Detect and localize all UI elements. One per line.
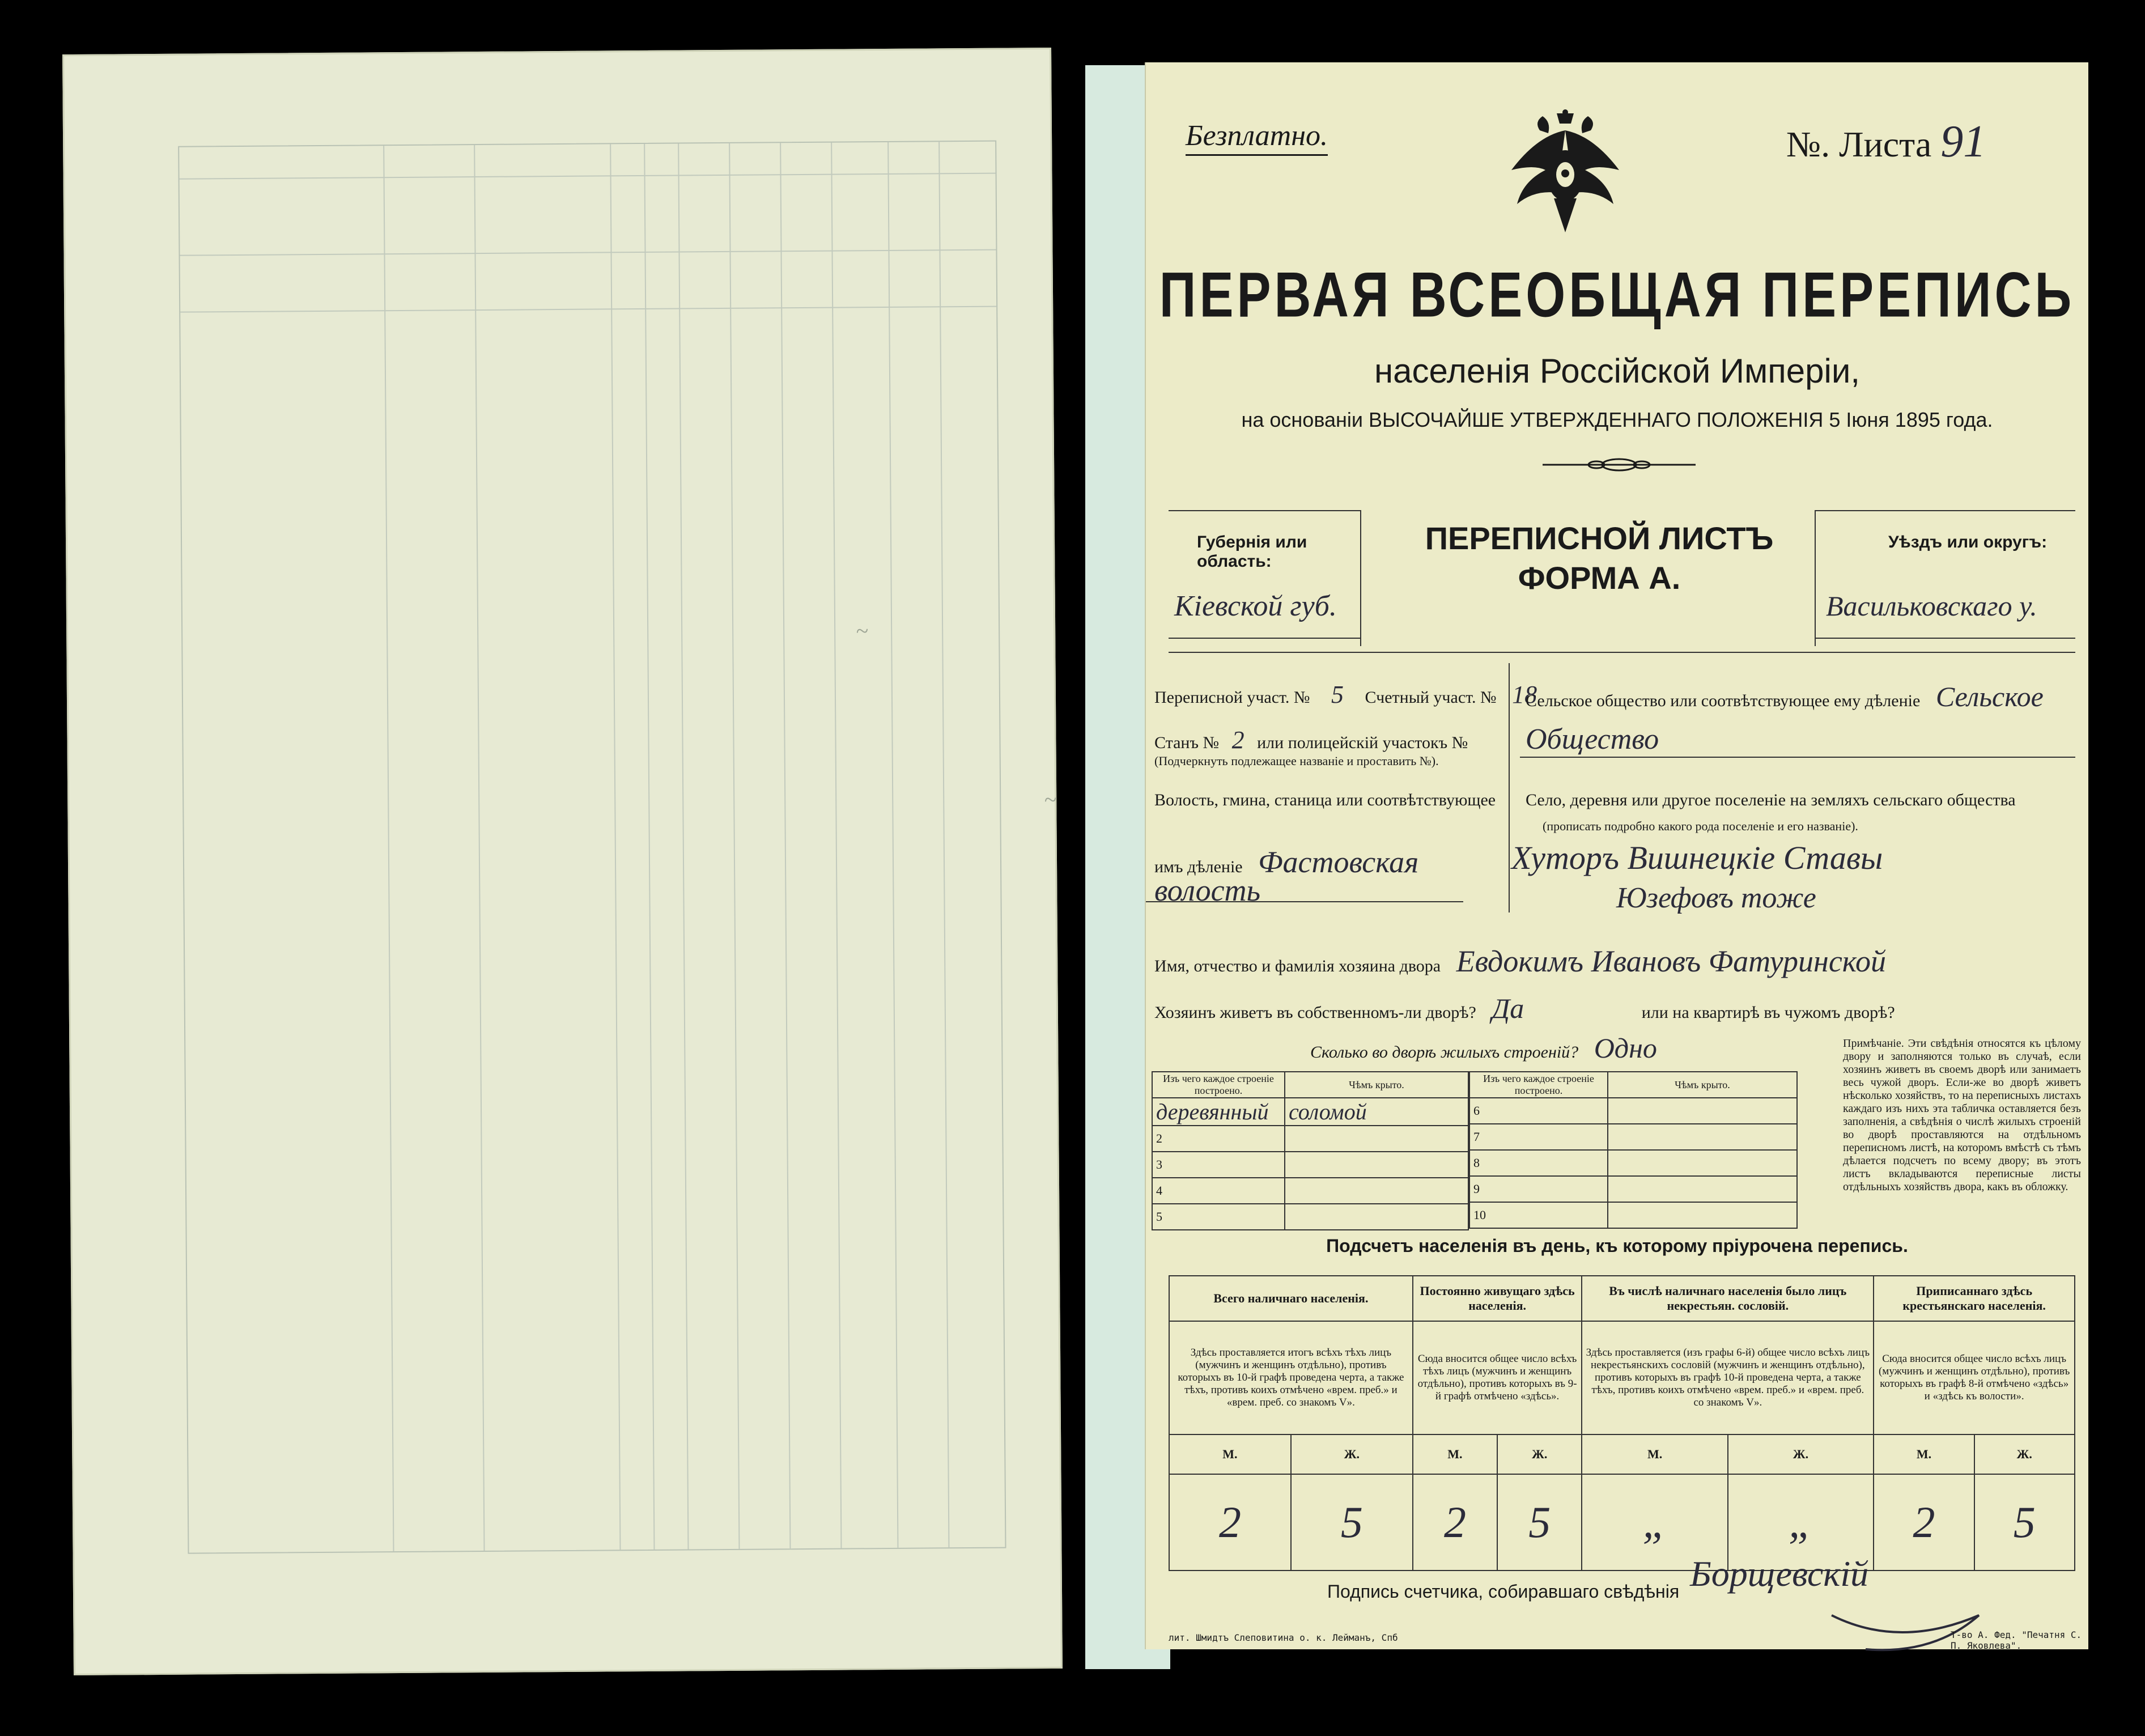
buildings-label: Сколько во дворѣ жилыхъ строеній? [1310,1043,1579,1062]
male-header: М. [1169,1434,1291,1474]
female-header: Ж. [1728,1434,1874,1474]
building-material-1: деревянный [1156,1099,1269,1124]
society-row [1526,680,2044,713]
signature: Борщевскій [1690,1554,1869,1594]
building-cell [1608,1150,1797,1176]
own-yard-label: Хозяинъ живетъ въ собственномъ-ли дворѣ? [1154,1003,1476,1022]
building-cell [1285,1152,1468,1178]
buildings-row [1310,1032,1657,1064]
sheet-title: ПЕРЕПИСНОЙ ЛИСТЪ [1425,520,1774,556]
count-section-value: 18 [1512,681,1537,708]
rent-label: или на квартирѣ въ чужомъ дворѣ? [1641,1003,1895,1022]
volost-label-1: Волость, гмина, станица или соотвѣтствующее [1154,791,1496,809]
own-yard-row [1154,992,1895,1025]
form-basis: на основаніи ВЫСОЧАЙШЕ УТВЕРЖДЕННАГО ПОЛОЖЕНІЯ 5 Іюня 1895 года. [1241,408,1993,431]
volost-value-2: волость [1154,873,1261,907]
building-row-label: 3 [1152,1152,1285,1178]
group-desc: Здѣсь проставляется (изъ графы 6-й) общее число всѣхъ лицъ некрестьянскихъ сословій (мужчинъ и женщинъ отдѣльно), противъ которыхъ въ графѣ 10-й проведена черта, а также тѣхъ, противъ коихъ отмѣчено «врем. преб.» и «врем. преб. со знакомъ V». [1582,1321,1874,1434]
volost-label-2: имъ дѣленіе [1154,858,1243,876]
note-text: Примѣчаніе. Эти свѣдѣнія относятся къ цѣлому двору и заполняются только въ случаѣ, если хозяинъ живетъ въ своемъ дворѣ или занимаетъ весь чужой дворъ. Если-же во дворѣ живетъ нѣсколько хозяйствъ, то на переписныхъ листахъ каждаго изъ нихъ эта табличка оставляется безъ заполненія, а свѣдѣнія о числѣ жилыхъ строеній во дворѣ проставляются на отдѣльномъ переписномъ листѣ, на которомъ вмѣстѣ съ тѣмъ дѣлается подсчетъ по всему двору; въ этотъ листъ вкладываются переписные листы отдѣльныхъ хозяйствъ двора, какъ въ обложку. [1843,1037,2081,1193]
district-value: Васильковскаго у. [1826,590,2037,622]
building-cell [1608,1202,1797,1228]
male-header: М. [1413,1434,1497,1474]
faint-table-grid [178,141,1006,1554]
col-material: Изъ чего каждое строеніе построено. [1152,1072,1285,1098]
building-cell [1608,1124,1797,1150]
building-row-label: 6 [1469,1098,1608,1124]
pencil-mark: ~ [856,618,868,644]
pencil-mark: ~ [1044,786,1057,813]
buildings-table-right [1469,1071,1798,1229]
building-cell [1285,1098,1468,1126]
building-cell [1285,1126,1468,1152]
village-note: (прописать подробно какого рода поселеніе и его названіе). [1543,819,1858,833]
census-form-page [1145,62,2088,1649]
society-value-1: Сельское [1935,681,2044,712]
village-label: Село, деревня или другое поселеніе на земляхъ сельскаго общества [1526,791,2016,809]
stan-note: (Подчеркнуть подлежащее названіе и проставить №). [1154,754,1439,768]
owner-row [1154,944,1886,979]
group-desc: Сюда вносится общее число всѣхъ тѣхъ лицъ (мужчинъ и женщинъ отдѣльно), противъ которыхъ въ 9-й графѣ отмѣчено «здѣсь». [1413,1321,1582,1434]
building-cell [1608,1098,1797,1124]
imperial-eagle-icon [1509,108,1622,238]
building-cell [1152,1098,1285,1126]
printer-right: Т-во А. Фед. "Печатня С. П. Яковлева". [1951,1629,2082,1651]
group-title: Постоянно живущаго здѣсь населенія. [1413,1276,1582,1321]
owner-value: Евдокимъ Ивановъ Фатуринской [1456,944,1886,978]
village-value-2: Юзефовъ тоже [1616,882,1816,914]
population-counts-table [1169,1275,2075,1571]
group-desc: Сюда вносится общее число всѣхъ лицъ (мужчинъ и женщинъ отдѣльно), противъ которыхъ въ графѣ 8-й отмѣчено «здѣсь» и «здѣсь къ волости». [1874,1321,2075,1434]
male-count: „ [1582,1474,1727,1571]
buildings-value: Одно [1594,1032,1657,1064]
col-roof: Чѣмъ крыто. [1285,1072,1468,1098]
province-value: Кіевской губ. [1174,590,1337,622]
count-section-label: Счетный участ. № [1365,688,1497,707]
col-material: Изъ чего каждое строеніе построено. [1469,1072,1608,1098]
province-label: Губернія или область: [1197,533,1307,571]
female-count: „ [1728,1474,1874,1571]
building-row-label: 5 [1152,1204,1285,1230]
free-label: Безплатно. [1186,120,1328,152]
volost-value-1: Фастовская [1258,845,1419,879]
printer-left: лит. Шмидтъ Слеповитина о. к. Лейманъ, Спб [1169,1632,1398,1643]
group-desc: Здѣсь проставляется итогъ всѣхъ тѣхъ лицъ (мужчинъ и женщинъ отдѣльно), противъ которыхъ въ 10-й графѣ проведена черта, а также тѣхъ, противъ коихъ отмѣчено «врем. преб.» и «врем. преб. со знакомъ V». [1169,1321,1413,1434]
ornament-divider [1543,453,1696,476]
stan-label: Станъ № [1154,733,1220,752]
female-count: 5 [1974,1474,2075,1571]
building-row-label: 4 [1152,1178,1285,1204]
society-label: Сельское общество или соотвѣтствующее ему дѣленіе [1526,691,1921,710]
form-subtitle: населенія Россійской Имперіи, [1374,352,1861,390]
sheet-number-label: №. Листа [1786,124,1932,164]
building-roof-1: соломой [1289,1099,1367,1124]
building-row-label: 9 [1469,1176,1608,1202]
building-row-label: 10 [1469,1202,1608,1228]
society-value-2: Общество [1526,723,1659,755]
census-section-value: 5 [1331,681,1344,708]
building-cell [1285,1178,1468,1204]
male-header: М. [1874,1434,1974,1474]
village-value-1: Хуторъ Вишнецкіе Ставы [1511,839,1883,876]
group-title: Въ числѣ наличнаго населенія было лицъ некрестьян. сословій. [1582,1276,1874,1321]
counts-title: Подсчетъ населенія въ день, къ которому пріурочена перепись. [1326,1236,1908,1256]
buildings-table-left [1152,1071,1469,1230]
female-header: Ж. [1497,1434,1582,1474]
stan-value: 2 [1231,726,1244,754]
district-label: Уѣздъ или округъ: [1888,533,2048,551]
col-roof: Чѣмъ крыто. [1608,1072,1797,1098]
building-cell [1608,1176,1797,1202]
male-count: 2 [1413,1474,1497,1571]
building-row-label: 8 [1469,1150,1608,1176]
sheet-number [1786,116,1986,168]
female-header: Ж. [1974,1434,2075,1474]
building-row-label: 7 [1469,1124,1608,1150]
police-label: или полицейскій участокъ № [1257,733,1468,752]
form-name: ФОРМА А. [1518,560,1681,596]
building-cell [1285,1204,1468,1230]
owner-label: Имя, отчество и фамилія хозяина двора [1154,957,1441,975]
female-count: 5 [1291,1474,1413,1571]
signature-label: Подпись счетчика, собиравшаго свѣдѣнія [1327,1581,1680,1602]
sheet-title-block [1384,519,1815,598]
group-title: Приписаннаго здѣсь крестьянскаго населенія. [1874,1276,2075,1321]
male-count: 2 [1169,1474,1291,1571]
female-header: Ж. [1291,1434,1413,1474]
male-header: М. [1582,1434,1727,1474]
census-section-label: Переписной участ. № [1154,688,1310,707]
stan-row [1154,725,1468,754]
group-title: Всего наличнаго населенія. [1169,1276,1413,1321]
female-count: 5 [1497,1474,1582,1571]
own-yard-value: Да [1492,992,1524,1024]
province-box [1169,510,1361,646]
male-count: 2 [1874,1474,1974,1571]
sheet-number-value: 91 [1940,117,1986,167]
district-box [1815,510,2075,646]
form-title: ПЕРВАЯ ВСЕОБЩАЯ ПЕРЕПИСЬ [1159,260,2075,331]
census-section-row [1154,680,1537,709]
left-page [62,48,1063,1675]
building-row-label: 2 [1152,1126,1285,1152]
